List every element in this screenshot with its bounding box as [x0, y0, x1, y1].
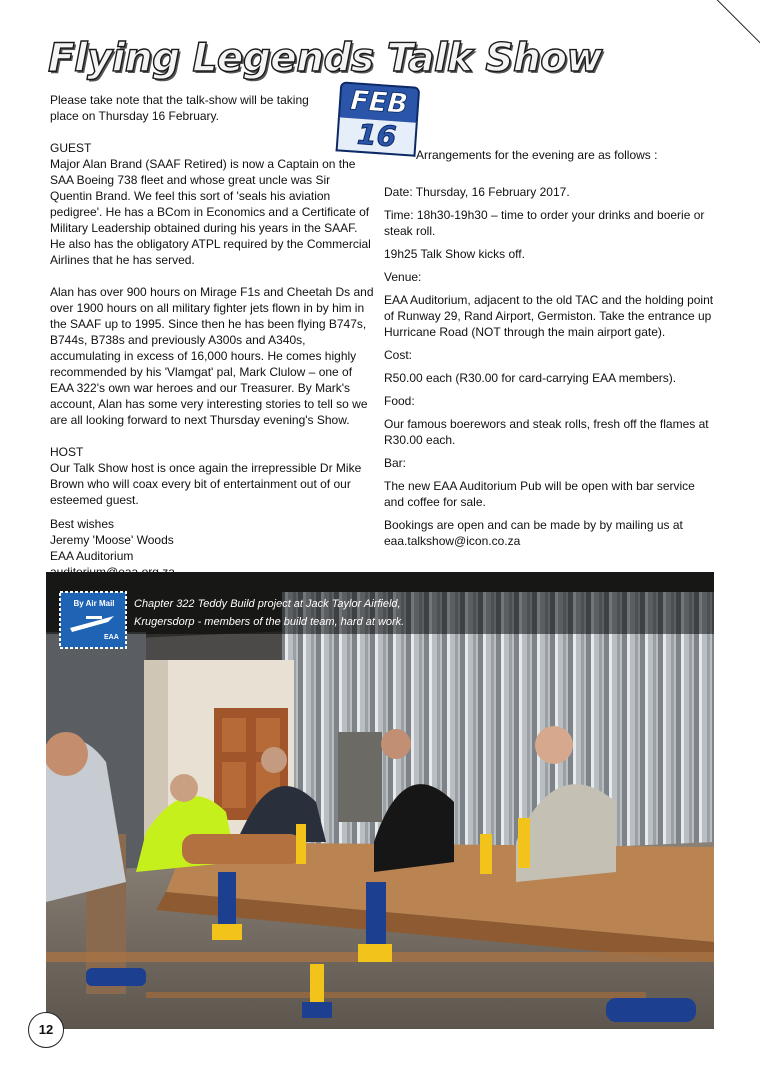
cost-label: Cost: — [384, 348, 413, 362]
page-number: 12 — [28, 1012, 64, 1048]
cost-text: R50.00 each (R30.00 for card-carrying EAA members). — [384, 371, 677, 385]
signer-org: EAA Auditorium — [50, 549, 134, 563]
photo-caption-line-1: Chapter 322 Teddy Build project at Jack Taylor Airfield, — [134, 598, 401, 610]
page-corner-fold — [697, 0, 760, 58]
notice-text: Please take note that the talk-show will be taking place on Thursday 16 February. — [50, 93, 309, 123]
clamp-icon — [606, 998, 696, 1022]
bookings-text: Bookings are open and can be made by by mailing us at eaa.talkshow@icon.co.za — [384, 518, 683, 548]
date-badge-day: 16 — [336, 117, 418, 156]
page-title: Flying Legends Talk Show — [48, 36, 603, 81]
venue-label: Venue: — [384, 270, 422, 284]
guest-paragraph-1: Major Alan Brand (SAAF Retired) is now a Captain on the SAA Boeing 738 fleet and whose great uncle was Sir Quentin Brand. We feel this sort of 'seals his aviation pedigree'. He has a BCom in Economics and a Certificate of Military Leadership obtained during his years in the SAAF. He also has the obligatory ATPL required by the Commercial Airlines that he has served. — [50, 157, 371, 267]
event-time: Time: 18h30-19h30 – time to order your drinks and boerie or steak roll. — [384, 208, 705, 238]
clamp-icon — [86, 968, 146, 986]
food-text: Our famous boerewors and steak rolls, fresh off the flames at R30.00 each. — [384, 417, 709, 447]
left-column — [50, 92, 375, 580]
venue-text: EAA Auditorium, adjacent to the old TAC and the holding point of Runway 29, Rand Airport, Germiston. Take the entrance up Hurricane Road (NOT through the main airport gate). — [384, 293, 714, 339]
guest-heading: GUEST — [50, 141, 92, 155]
food-label: Food: — [384, 394, 415, 408]
signer-name: Jeremy 'Moose' Woods — [50, 533, 174, 547]
event-date: Date: Thursday, 16 February 2017. — [384, 185, 570, 199]
right-column — [384, 148, 714, 556]
build-team-photo — [46, 572, 714, 1029]
clamp-icon — [296, 824, 306, 864]
build-team-photo-illustration — [46, 572, 714, 1029]
bar-text: The new EAA Auditorium Pub will be open with bar service and coffee for sale. — [384, 479, 695, 509]
guest-paragraph-2: Alan has over 900 hours on Mirage F1s and Cheetah Ds and over 1900 hours on all military fighter jets flown in by him in the SAAF up to 1995. Since then he has been flying B747s, B744s, B738s and previously A300s and A340s, accumulating in excess of 16,000 hours. He comes highly recommended by his 'Vlamgat' pal, Mark Clulow – one of EAA 322's own war heroes and our Treasurer. By Mark's account, Alan has some very interesting stories to tell so we are all looking forward to next Thursday evening's Show. — [50, 285, 374, 427]
stamp-label: By Air Mail — [73, 599, 115, 608]
stamp-org: EAA — [104, 634, 119, 641]
photo-caption-line-2: Krugersdorp - members of the build team, hard at work. — [134, 616, 405, 628]
host-paragraph: Our Talk Show host is once again the irrepressible Dr Mike Brown who will coax every bit of entertainment out of our esteemed guest. — [50, 461, 362, 507]
arrangements-intro: Arrangements for the evening are as follows : — [416, 148, 658, 162]
event-kickoff: 19h25 Talk Show kicks off. — [384, 247, 525, 261]
date-badge-month: FEB — [338, 81, 420, 124]
bar-label: Bar: — [384, 456, 407, 470]
signoff: Best wishes — [50, 517, 115, 531]
host-heading: HOST — [50, 445, 84, 459]
